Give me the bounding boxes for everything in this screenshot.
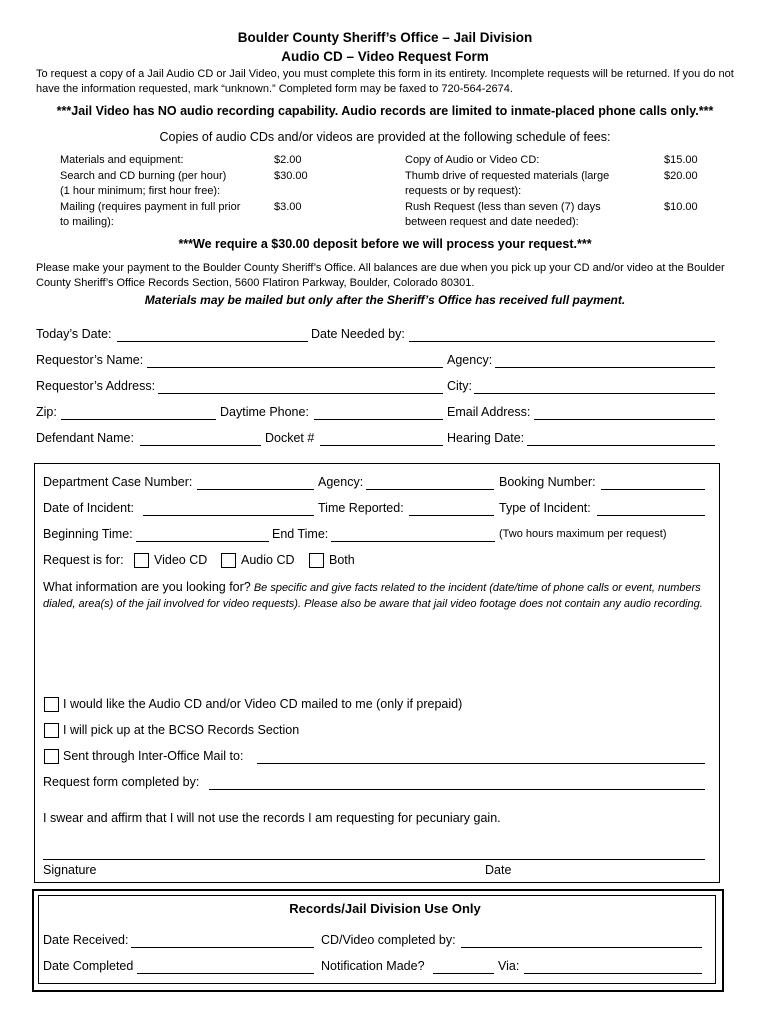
fee-label: Thumb drive of requested materials (large bbox=[405, 169, 610, 182]
date-incident-field[interactable] bbox=[143, 515, 314, 516]
signature-line[interactable] bbox=[43, 859, 705, 860]
notification-label: Notification Made? bbox=[321, 959, 425, 973]
request-for-label: Request is for: bbox=[43, 553, 124, 567]
incident-agency-field[interactable] bbox=[366, 489, 494, 490]
payment-text: Please make your payment to the Boulder County Sheriff’s Office. All balances are due when you pick up your CD and/or video at the Boulder County Sheriff’s Office Records Section, 5600 Flatiron Parkway, Boulder, Colorado 80301. bbox=[36, 262, 725, 289]
fees-right-prices bbox=[664, 153, 724, 215]
requestor-address-label: Requestor’s Address: bbox=[36, 379, 156, 393]
cd-completed-label: CD/Video completed by: bbox=[321, 933, 456, 947]
fee-label: Search and CD burning (per hour) bbox=[60, 169, 227, 182]
fee-label: Mailing (requires payment in full prior bbox=[60, 200, 241, 213]
audio-cd-checkbox[interactable] bbox=[221, 553, 236, 568]
city-field[interactable] bbox=[474, 393, 715, 394]
fees-intro: Copies of audio CDs and/or videos are provided at the following schedule of fees: bbox=[159, 130, 611, 144]
completed-by-label: Request form completed by: bbox=[43, 775, 200, 789]
type-incident-label: Type of Incident: bbox=[499, 501, 591, 515]
mail-option-checkbox[interactable] bbox=[44, 697, 59, 712]
agency-label: Agency: bbox=[447, 353, 493, 367]
time-reported-label: Time Reported: bbox=[318, 501, 404, 515]
hearing-date-label: Hearing Date: bbox=[447, 431, 525, 445]
fee-price bbox=[274, 184, 334, 200]
docket-field[interactable] bbox=[320, 445, 443, 446]
date-completed-field[interactable] bbox=[137, 973, 314, 974]
both-label: Both bbox=[329, 553, 355, 567]
notification-field[interactable] bbox=[433, 973, 494, 974]
date-incident-label: Date of Incident: bbox=[43, 501, 135, 515]
type-incident-field[interactable] bbox=[597, 515, 705, 516]
affirm-text: I swear and affirm that I will not use the records I am requesting for pecuniary gain. bbox=[43, 811, 501, 825]
booking-field[interactable] bbox=[601, 489, 705, 490]
fee-price: $10.00 bbox=[664, 200, 698, 213]
video-notice: ***Jail Video has NO audio recording capability. Audio records are limited to inmate-placed phone calls only.*** bbox=[56, 104, 714, 118]
fee-price: $20.00 bbox=[664, 169, 698, 182]
info-label: What information are you looking for? bbox=[43, 580, 251, 594]
begin-time-field[interactable] bbox=[136, 541, 269, 542]
mail-option-label: I would like the Audio CD and/or Video CD mailed to me (only if prepaid) bbox=[63, 697, 463, 711]
date-needed-label: Date Needed by: bbox=[311, 327, 405, 341]
via-field[interactable] bbox=[524, 973, 702, 974]
date-received-label: Date Received: bbox=[43, 933, 129, 947]
end-time-field[interactable] bbox=[331, 541, 495, 542]
time-reported-field[interactable] bbox=[409, 515, 494, 516]
fee-price: $15.00 bbox=[664, 154, 698, 166]
fee-price: $3.00 bbox=[274, 200, 302, 213]
date-completed-label: Date Completed bbox=[43, 959, 134, 973]
daytime-phone-field[interactable] bbox=[314, 419, 443, 420]
pickup-option-label: I will pick up at the BCSO Records Section bbox=[63, 723, 300, 737]
both-checkbox[interactable] bbox=[309, 553, 324, 568]
defendant-name-field[interactable] bbox=[140, 445, 261, 446]
mail-notice: Materials may be mailed but only after the Sheriff’s Office has received full payment. bbox=[144, 293, 626, 307]
signature-date-label: Date bbox=[485, 863, 512, 877]
pickup-option-checkbox[interactable] bbox=[44, 723, 59, 738]
form-subtitle: Audio CD – Video Request Form bbox=[281, 49, 489, 64]
zip-label: Zip: bbox=[36, 405, 57, 419]
zip-field[interactable] bbox=[61, 419, 216, 420]
deposit-notice: ***We require a $30.00 deposit before we will process your request.*** bbox=[178, 237, 592, 251]
email-field[interactable] bbox=[534, 419, 715, 420]
fee-label: Materials and equipment: bbox=[60, 154, 184, 166]
fee-label: requests or by request): bbox=[405, 185, 522, 197]
booking-label: Booking Number: bbox=[499, 475, 596, 489]
video-cd-checkbox[interactable] bbox=[134, 553, 149, 568]
form-title: Boulder County Sheriff’s Office – Jail Division bbox=[237, 30, 533, 45]
begin-time-label: Beginning Time: bbox=[43, 527, 133, 541]
intro-text: To request a copy of a Jail Audio CD or Jail Video, you must complete this form in its entirety. Incomplete requests will be returned. If you do not have the information requested, mark “unknown.” Completed form may be faxed to 720-564-2674. bbox=[36, 68, 734, 95]
interoffice-option-label: Sent through Inter-Office Mail to: bbox=[63, 749, 244, 763]
fee-price: $2.00 bbox=[274, 154, 302, 166]
daytime-phone-label: Daytime Phone: bbox=[220, 405, 309, 419]
docket-label: Docket # bbox=[265, 431, 315, 445]
fee-price bbox=[664, 184, 724, 200]
dept-case-label: Department Case Number: bbox=[43, 475, 193, 489]
end-time-label: End Time: bbox=[272, 527, 329, 541]
requestor-name-label: Requestor’s Name: bbox=[36, 353, 144, 367]
fees-left-prices bbox=[274, 153, 334, 215]
interoffice-field[interactable] bbox=[257, 763, 705, 764]
fees-right-labels bbox=[405, 153, 645, 231]
defendant-name-label: Defendant Name: bbox=[36, 431, 134, 445]
agency-field[interactable] bbox=[495, 367, 715, 368]
fee-label: to mailing): bbox=[60, 216, 114, 228]
info-answer-area[interactable] bbox=[43, 630, 708, 692]
audio-cd-label: Audio CD bbox=[241, 553, 295, 567]
video-cd-label: Video CD bbox=[154, 553, 208, 567]
interoffice-option-checkbox[interactable] bbox=[44, 749, 59, 764]
completed-by-field[interactable] bbox=[209, 789, 705, 790]
fee-price: $30.00 bbox=[274, 169, 308, 182]
incident-agency-label: Agency: bbox=[318, 475, 364, 489]
date-needed-field[interactable] bbox=[409, 341, 715, 342]
two-hours-note: (Two hours maximum per request) bbox=[499, 528, 667, 540]
todays-date-field[interactable] bbox=[117, 341, 308, 342]
info-question bbox=[43, 579, 708, 612]
date-received-field[interactable] bbox=[131, 947, 314, 948]
dept-case-field[interactable] bbox=[197, 489, 314, 490]
requestor-address-field[interactable] bbox=[158, 393, 443, 394]
hearing-date-field[interactable] bbox=[527, 445, 715, 446]
city-label: City: bbox=[447, 379, 472, 393]
via-label: Via: bbox=[498, 959, 520, 973]
requestor-name-field[interactable] bbox=[147, 367, 443, 368]
email-label: Email Address: bbox=[447, 405, 531, 419]
fee-label: between request and date needed): bbox=[405, 216, 579, 228]
fee-label: (1 hour minimum; first hour free): bbox=[60, 185, 221, 197]
info-hint: Be specific and give facts related to the incident (date/time of phone calls or event, numbers dialed, area(s) of the jail involved for video requests). Please also be aware that jail video footage does not contain any audio recording. bbox=[43, 582, 703, 610]
fees-left-labels bbox=[60, 153, 280, 231]
cd-completed-field[interactable] bbox=[461, 947, 702, 948]
signature-label: Signature bbox=[43, 863, 97, 877]
records-title: Records/Jail Division Use Only bbox=[289, 901, 481, 916]
todays-date-label: Today’s Date: bbox=[36, 327, 112, 341]
fee-label: Copy of Audio or Video CD: bbox=[405, 154, 540, 166]
fee-label: Rush Request (less than seven (7) days bbox=[405, 200, 601, 213]
